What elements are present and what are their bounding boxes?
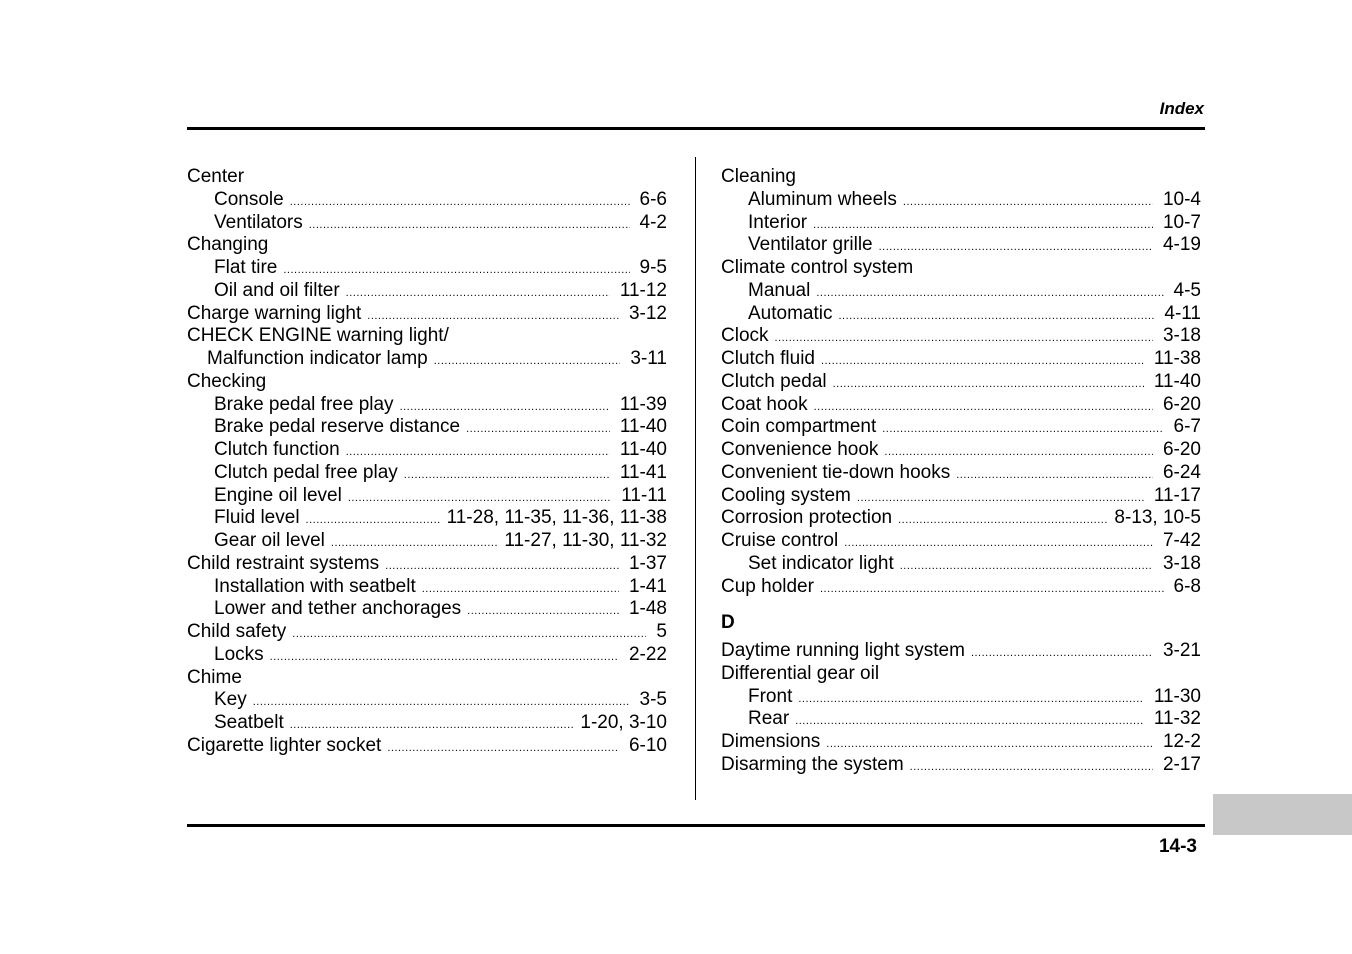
index-entry: [187, 371, 667, 394]
dot-leader: [404, 464, 610, 487]
index-entry-page: 6-10: [628, 734, 667, 756]
dot-leader: [434, 350, 621, 373]
index-entry: [187, 394, 667, 417]
index-entry: [721, 166, 1201, 189]
dot-leader: [813, 214, 1153, 237]
index-entry-label: Ventilator grille: [748, 234, 873, 256]
index-entry-page: 6-6: [639, 188, 667, 210]
index-entry-page: 1-37: [628, 552, 667, 574]
index-entry-label: Chime: [187, 666, 242, 688]
index-entry: [187, 485, 667, 508]
index-entry-label: Charge warning light: [187, 302, 362, 324]
index-entry-page: 6-8: [1173, 575, 1201, 597]
index-entry-page: 4-5: [1173, 279, 1201, 301]
index-entry-label: Child safety: [187, 621, 287, 642]
dot-leader: [795, 710, 1144, 733]
index-entry-label: Interior: [748, 211, 808, 233]
index-entry-page: 11-40: [619, 439, 667, 460]
index-entry: [187, 576, 667, 599]
index-entry: [721, 439, 1201, 462]
column-divider: [695, 157, 696, 800]
index-entry-label: Cleaning: [721, 166, 796, 187]
index-entry: [187, 189, 667, 212]
index-entry-label: Dimensions: [721, 731, 821, 752]
index-entry: [721, 708, 1201, 731]
index-entry-label: Cup holder: [721, 575, 814, 597]
dot-leader: [422, 578, 619, 601]
index-entry-page: 3-11: [630, 348, 667, 369]
index-entry: [721, 576, 1201, 599]
index-entry: [187, 348, 667, 371]
index-entry: [187, 234, 667, 257]
dot-leader: [290, 191, 630, 214]
index-entry-label: Manual: [748, 279, 811, 301]
index-entry: [187, 416, 667, 439]
index-entry: [187, 735, 667, 758]
index-entry-page: 10-4: [1162, 188, 1201, 210]
dot-leader: [814, 396, 1153, 419]
index-entry-label: Oil and oil filter: [214, 279, 340, 301]
index-entry-label: Brake pedal reserve distance: [214, 416, 461, 438]
dot-leader: [882, 418, 1163, 441]
index-entry-page: 9-5: [639, 257, 667, 278]
dot-leader: [253, 691, 630, 714]
index-entry-label: Clock: [721, 325, 769, 347]
index-entry-page: 11-38: [1153, 348, 1201, 369]
dot-leader: [826, 733, 1153, 756]
dot-leader: [348, 487, 611, 510]
index-entry: [721, 212, 1201, 235]
index-entry: [187, 689, 667, 712]
dot-leader: [467, 600, 619, 623]
index-entry: [721, 371, 1201, 394]
index-entry-page: 2-22: [628, 643, 667, 665]
index-entry-label: Checking: [187, 370, 267, 392]
index-entry-page: 10-7: [1162, 211, 1201, 233]
index-entry: [721, 394, 1201, 417]
index-entry: [187, 712, 667, 735]
index-entry: [187, 166, 667, 189]
index-entry-page: 7-42: [1162, 530, 1201, 551]
index-entry: [721, 485, 1201, 508]
index-entry: [721, 280, 1201, 303]
index-entry: [721, 553, 1201, 576]
index-entry-page: 4-19: [1162, 234, 1201, 256]
index-entry: [721, 257, 1201, 280]
index-entry-page: 11-40: [619, 416, 667, 438]
index-entry-page: 1-48: [628, 598, 667, 620]
dot-leader: [346, 441, 610, 464]
dot-leader: [879, 236, 1153, 259]
section-letter-d: D: [721, 612, 735, 634]
dot-leader: [798, 688, 1143, 711]
dot-leader: [306, 509, 441, 532]
page-number: 14-3: [1158, 836, 1197, 857]
index-entry-label: Malfunction indicator lamp: [207, 348, 428, 369]
dot-leader: [884, 441, 1153, 464]
index-entry-page: 6-24: [1162, 461, 1201, 483]
index-entry: [721, 234, 1201, 257]
index-entry: [187, 257, 667, 280]
index-entry: [187, 303, 667, 326]
dot-leader: [466, 418, 610, 441]
index-entry: [721, 754, 1201, 777]
dot-leader: [821, 350, 1144, 373]
index-entry-label: Clutch pedal: [721, 370, 827, 392]
index-entry: [187, 530, 667, 553]
index-entry-label: Convenient tie-down hooks: [721, 461, 951, 483]
index-entry: [187, 621, 667, 644]
index-entry-page: 11-27, 11-30, 11-32: [504, 530, 667, 551]
footer-rule: [187, 824, 1205, 827]
index-entry-label: Cigarette lighter socket: [187, 734, 382, 756]
dot-leader: [367, 305, 619, 328]
index-entry-label: Engine oil level: [214, 484, 342, 506]
index-entry-label: Seatbelt: [214, 712, 284, 733]
index-entry-label: Corrosion protection: [721, 507, 893, 529]
index-entry-page: 1-20, 3-10: [580, 712, 667, 733]
index-entry: [721, 416, 1201, 439]
dot-leader: [775, 327, 1153, 350]
dot-leader: [309, 214, 630, 237]
dot-leader: [844, 532, 1153, 555]
dot-leader: [387, 737, 619, 760]
index-entry-page: 11-30: [1153, 685, 1201, 707]
index-entry-page: 2-17: [1162, 753, 1201, 775]
index-entry: [721, 530, 1201, 553]
index-entry-label: Gear oil level: [214, 530, 325, 551]
dot-leader: [400, 396, 610, 419]
index-entry-page: 11-12: [619, 279, 667, 301]
index-entry-page: 4-11: [1164, 302, 1201, 324]
index-entry-page: 6-20: [1162, 393, 1201, 415]
index-entry-label: Ventilators: [214, 211, 303, 233]
dot-leader: [900, 555, 1153, 578]
index-entry-page: 1-41: [628, 575, 667, 597]
index-entry: [187, 644, 667, 667]
index-entry-label: Locks: [214, 643, 264, 665]
index-entry-label: Cruise control: [721, 530, 839, 551]
dot-leader: [331, 532, 498, 555]
index-entry-page: 6-7: [1173, 416, 1201, 438]
index-entry-label: Set indicator light: [748, 552, 894, 574]
index-entry-page: 11-28, 11-35, 11-36, 11-38: [446, 507, 667, 529]
dot-leader: [820, 578, 1164, 601]
index-entry: [187, 462, 667, 485]
index-entry-label: Center: [187, 166, 245, 187]
index-entry-label: Console: [214, 188, 284, 210]
index-entry-label: Clutch pedal free play: [214, 461, 398, 483]
index-entry: [187, 553, 667, 576]
index-entry-page: 11-11: [621, 484, 667, 506]
dot-leader: [833, 373, 1144, 396]
index-entry: [721, 462, 1201, 485]
dot-leader: [910, 756, 1153, 779]
index-entry-label: Fluid level: [214, 507, 300, 529]
index-entry-page: 3-12: [628, 302, 667, 324]
index-entry-page: 3-21: [1162, 640, 1201, 661]
header-rule: [187, 127, 1205, 130]
index-entry-label: CHECK ENGINE warning light/: [187, 325, 449, 347]
dot-leader: [270, 646, 619, 669]
index-entry-page: 6-20: [1162, 439, 1201, 460]
index-entry-label: Disarming the system: [721, 753, 904, 775]
index-entry-page: 3-5: [639, 689, 667, 711]
index-entry-label: Rear: [748, 708, 790, 730]
index-entry: [721, 325, 1201, 348]
index-entry: [187, 507, 667, 530]
dot-leader: [385, 555, 619, 578]
dot-leader: [857, 487, 1144, 510]
index-entry-page: 5: [656, 621, 667, 642]
index-entry-page: 11-41: [619, 461, 667, 483]
index-entry-label: Clutch fluid: [721, 348, 815, 369]
index-entry-page: 11-39: [619, 393, 667, 415]
dot-leader: [283, 259, 629, 282]
index-entry: [721, 189, 1201, 212]
index-entry-label: Climate control system: [721, 257, 914, 278]
index-entry-label: Aluminum wheels: [748, 188, 897, 210]
index-column-right: [721, 166, 1201, 777]
index-entry: [721, 303, 1201, 326]
index-entry-page: 11-17: [1153, 484, 1201, 506]
index-entry-label: Brake pedal free play: [214, 393, 394, 415]
dot-leader: [292, 623, 646, 646]
index-entry-label: Convenience hook: [721, 439, 879, 460]
index-entry: [721, 348, 1201, 371]
index-entry: [187, 439, 667, 462]
index-entry-label: Clutch function: [214, 439, 340, 460]
index-entry-page: 11-32: [1153, 708, 1201, 730]
index-entry-label: Installation with seatbelt: [214, 575, 416, 597]
dot-leader: [290, 714, 575, 737]
index-entry-page: 8-13, 10-5: [1114, 507, 1201, 529]
index-entry: [721, 640, 1201, 663]
index-entry: [187, 325, 667, 348]
index-entry: [721, 686, 1201, 709]
index-entry: [721, 507, 1201, 530]
index-entry-page: 3-18: [1162, 552, 1201, 574]
index-entry-label: Daytime running light system: [721, 640, 965, 661]
dot-leader: [903, 191, 1153, 214]
index-entry-page: 4-2: [639, 211, 667, 233]
index-entry-page: 3-18: [1162, 325, 1201, 347]
index-entry: [721, 663, 1201, 686]
index-entry-label: Differential gear oil: [721, 662, 880, 684]
index-entry-label: Lower and tether anchorages: [214, 598, 462, 620]
dot-leader: [956, 464, 1153, 487]
dot-leader: [346, 282, 610, 305]
index-entry: [187, 212, 667, 235]
index-entry-label: Changing: [187, 234, 269, 256]
index-entry-label: Flat tire: [214, 257, 278, 278]
index-entry-page: 11-40: [1153, 370, 1201, 392]
index-entry-page: 12-2: [1162, 731, 1201, 752]
index-entry: [187, 667, 667, 690]
index-entry-label: Cooling system: [721, 484, 851, 506]
index-entry-label: Child restraint systems: [187, 552, 380, 574]
dot-leader: [838, 305, 1154, 328]
index-entry-label: Automatic: [748, 302, 833, 324]
index-entry: [187, 598, 667, 621]
page-header-title: Index: [1159, 99, 1204, 118]
chapter-tab-marker: [1213, 794, 1352, 835]
index-column-left: [187, 166, 667, 758]
index-entry-label: Coat hook: [721, 393, 808, 415]
index-entry-label: Front: [748, 685, 793, 707]
index-entry-label: Coin compartment: [721, 416, 877, 438]
index-entry: [187, 280, 667, 303]
dot-leader: [898, 509, 1108, 532]
dot-leader: [971, 642, 1153, 665]
dot-leader: [816, 282, 1163, 305]
index-entry: [721, 731, 1201, 754]
index-entry-label: Key: [214, 689, 247, 711]
